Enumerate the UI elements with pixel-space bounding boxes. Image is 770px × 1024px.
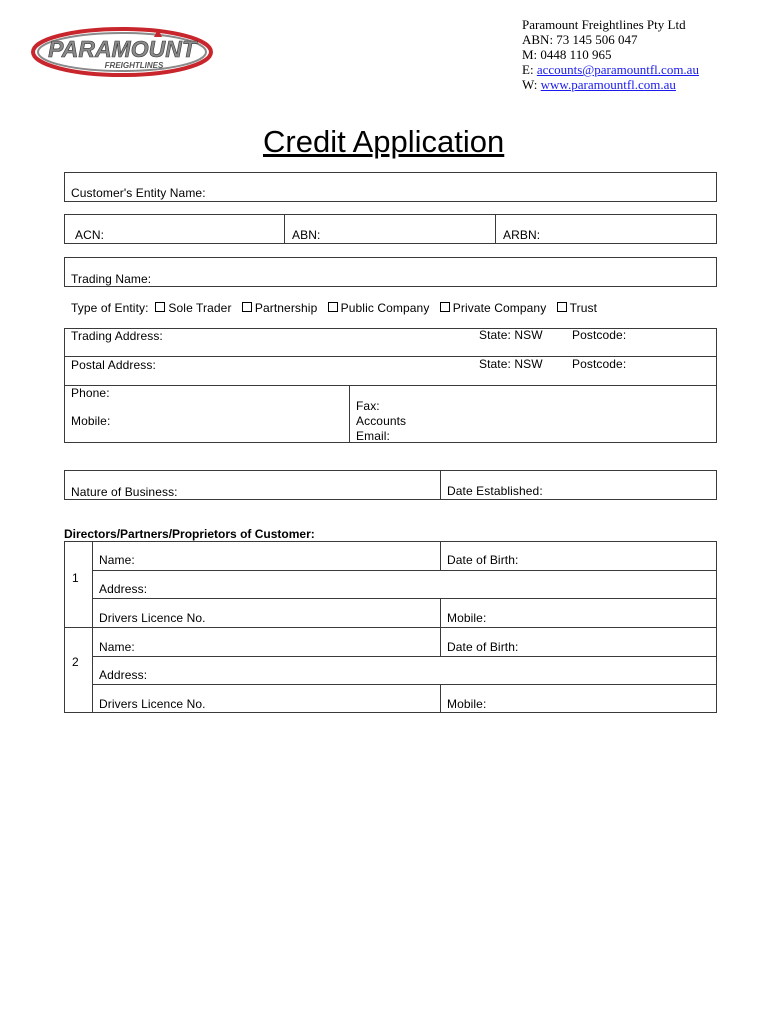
divider <box>64 627 717 628</box>
date-established-label[interactable]: Date Established: <box>447 484 543 498</box>
arbn-label[interactable]: ARBN: <box>503 228 541 242</box>
email-prefix: E: <box>522 62 537 77</box>
company-mobile: M: 0448 110 965 <box>522 47 612 62</box>
checkbox-private-company[interactable]: Private Company <box>440 301 547 315</box>
director-name-label[interactable]: Name: <box>99 640 135 654</box>
logo-brand: PARAMOUNT <box>48 36 196 62</box>
director-dob-label[interactable]: Date of Birth: <box>447 553 519 567</box>
company-web-line <box>522 77 699 92</box>
director-number: 2 <box>72 655 79 669</box>
acn-label[interactable]: ACN: <box>75 228 105 242</box>
postal-state-label[interactable]: State: NSW <box>479 357 543 371</box>
accounts-label: Accounts <box>356 414 407 428</box>
web-prefix: W: <box>522 77 541 92</box>
divider <box>92 656 717 657</box>
abn-label[interactable]: ABN: <box>292 228 321 242</box>
divider <box>92 684 717 685</box>
nature-of-business-label[interactable]: Nature of Business: <box>71 485 178 499</box>
mobile-label[interactable]: Mobile: <box>71 414 111 428</box>
divider <box>440 684 441 713</box>
divider <box>440 598 441 656</box>
director-name-label[interactable]: Name: <box>99 553 135 567</box>
checkbox-trust[interactable]: Trust <box>557 301 597 315</box>
divider <box>92 598 717 599</box>
entity-type-label: Type of Entity: <box>71 301 149 315</box>
fax-label[interactable]: Fax: <box>356 399 380 413</box>
accounts-email-label[interactable]: Email: <box>356 429 390 443</box>
director-licence-label[interactable]: Drivers Licence No. <box>99 611 206 625</box>
trading-state-label[interactable]: State: NSW <box>479 328 543 342</box>
director-number: 1 <box>72 571 79 585</box>
company-contact <box>522 17 699 92</box>
registration-row <box>64 214 717 244</box>
divider <box>440 470 441 500</box>
company-logo <box>30 24 215 80</box>
company-web-link[interactable]: www.paramountfl.com.au <box>540 77 676 92</box>
checkbox-partnership[interactable]: Partnership <box>242 301 317 315</box>
divider <box>64 385 717 386</box>
trading-address-label[interactable]: Trading Address: <box>71 329 163 343</box>
phone-label[interactable]: Phone: <box>71 386 110 400</box>
postal-postcode-label[interactable]: Postcode: <box>572 357 627 371</box>
divider <box>349 385 350 443</box>
divider <box>440 541 441 570</box>
director-mobile-label[interactable]: Mobile: <box>447 611 487 625</box>
director-mobile-label[interactable]: Mobile: <box>447 697 487 711</box>
page-title: Credit Application <box>263 124 505 159</box>
director-dob-label[interactable]: Date of Birth: <box>447 640 519 654</box>
trading-postcode-label[interactable]: Postcode: <box>572 328 627 342</box>
trading-name-field[interactable] <box>64 257 717 287</box>
company-email-link[interactable]: accounts@paramountfl.com.au <box>536 62 699 77</box>
company-name: Paramount Freightlines Pty Ltd <box>522 17 686 32</box>
postal-address-label[interactable]: Postal Address: <box>71 358 156 372</box>
entity-type-row <box>71 301 597 315</box>
checkbox-sole-trader[interactable]: Sole Trader <box>155 301 231 315</box>
checkbox-public-company[interactable]: Public Company <box>328 301 430 315</box>
divider <box>495 214 496 244</box>
trading-name-label: Trading Name: <box>71 272 152 286</box>
company-abn: ABN: 73 145 506 047 <box>522 32 638 47</box>
director-address-label[interactable]: Address: <box>99 668 148 682</box>
director-address-label[interactable]: Address: <box>99 582 148 596</box>
entity-name-label: Customer's Entity Name: <box>71 186 206 200</box>
divider <box>92 570 717 571</box>
company-email-line <box>522 62 699 77</box>
logo-sub: FREIGHTLINES <box>104 61 164 70</box>
directors-heading: Directors/Partners/Proprietors of Customer: <box>64 527 315 541</box>
divider <box>284 214 285 244</box>
director-licence-label[interactable]: Drivers Licence No. <box>99 697 206 711</box>
